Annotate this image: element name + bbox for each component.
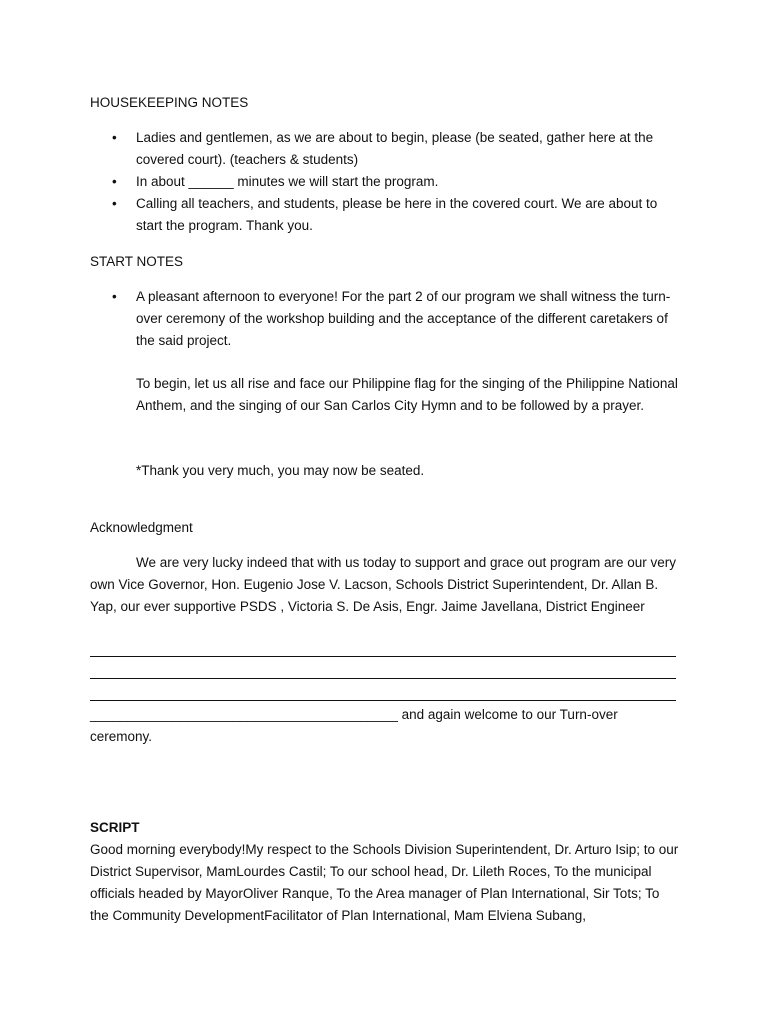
anthem-paragraph: To begin, let us all rise and face our Philippine flag for the singing of the Philippine National Anthem, and the singing of our San Carlos City Hymn and to be followed by a prayer. — [136, 376, 678, 413]
acknowledgment-closing: _________________________________________ and again welcome to our Turn-over ceremony. — [90, 707, 618, 744]
list-item — [90, 127, 680, 171]
list-item-text: Ladies and gentlemen, as we are about to begin, please (be seated, gather here at the covered court). (teachers & students) — [136, 130, 654, 167]
script-paragraph: Good morning everybody!My respect to the Schools Division Superintendent, Dr. Arturo Isip; to our District Supervisor, MamLourdes Castil; To our school head, Dr. Lileth Roces, To the municipal officials headed by MayorOliver Ranque, To the Area manager of Plan International, Sir Tots; To the Community DevelopmentFacilitator of Plan International, Mam Elviena Subang, — [90, 842, 679, 923]
start-notes-heading: START NOTES — [90, 254, 184, 269]
blank-line — [90, 700, 676, 701]
blank-line — [90, 656, 676, 657]
acknowledgment-paragraph: We are very lucky indeed that with us today to support and grace out program are our very own Vice Governor, Hon. Eugenio Jose V. Lacson, Schools District Superintendent, Dr. Allan B. Yap, our ever supportive PSDS , Victoria S. De Asis, Engr. Jaime Javellana, District Engineer — [90, 555, 677, 614]
acknowledgment-heading: Acknowledgment — [90, 520, 193, 535]
blank-line — [90, 678, 676, 679]
list-item-text: Calling all teachers, and students, please be here in the covered court. We are about to start the program. Thank you. — [136, 196, 658, 233]
list-item-text: In about ______ minutes we will start the program. — [136, 174, 439, 189]
bullet-icon: • — [112, 130, 117, 145]
housekeeping-list — [90, 127, 680, 237]
bullet-icon: • — [112, 174, 117, 189]
housekeeping-heading: HOUSEKEEPING NOTES — [90, 95, 249, 110]
start-notes-list — [90, 286, 680, 352]
seated-paragraph: *Thank you very much, you may now be seated. — [136, 463, 425, 478]
list-item — [90, 171, 680, 193]
list-item-text: A pleasant afternoon to everyone! For the part 2 of our program we shall witness the turn-over ceremony of the workshop building and the acceptance of the different caretakers of the said project. — [136, 289, 671, 348]
bullet-icon: • — [112, 289, 117, 304]
list-item — [90, 193, 680, 237]
list-item — [90, 286, 680, 352]
script-heading: SCRIPT — [90, 820, 140, 835]
bullet-icon: • — [112, 196, 117, 211]
